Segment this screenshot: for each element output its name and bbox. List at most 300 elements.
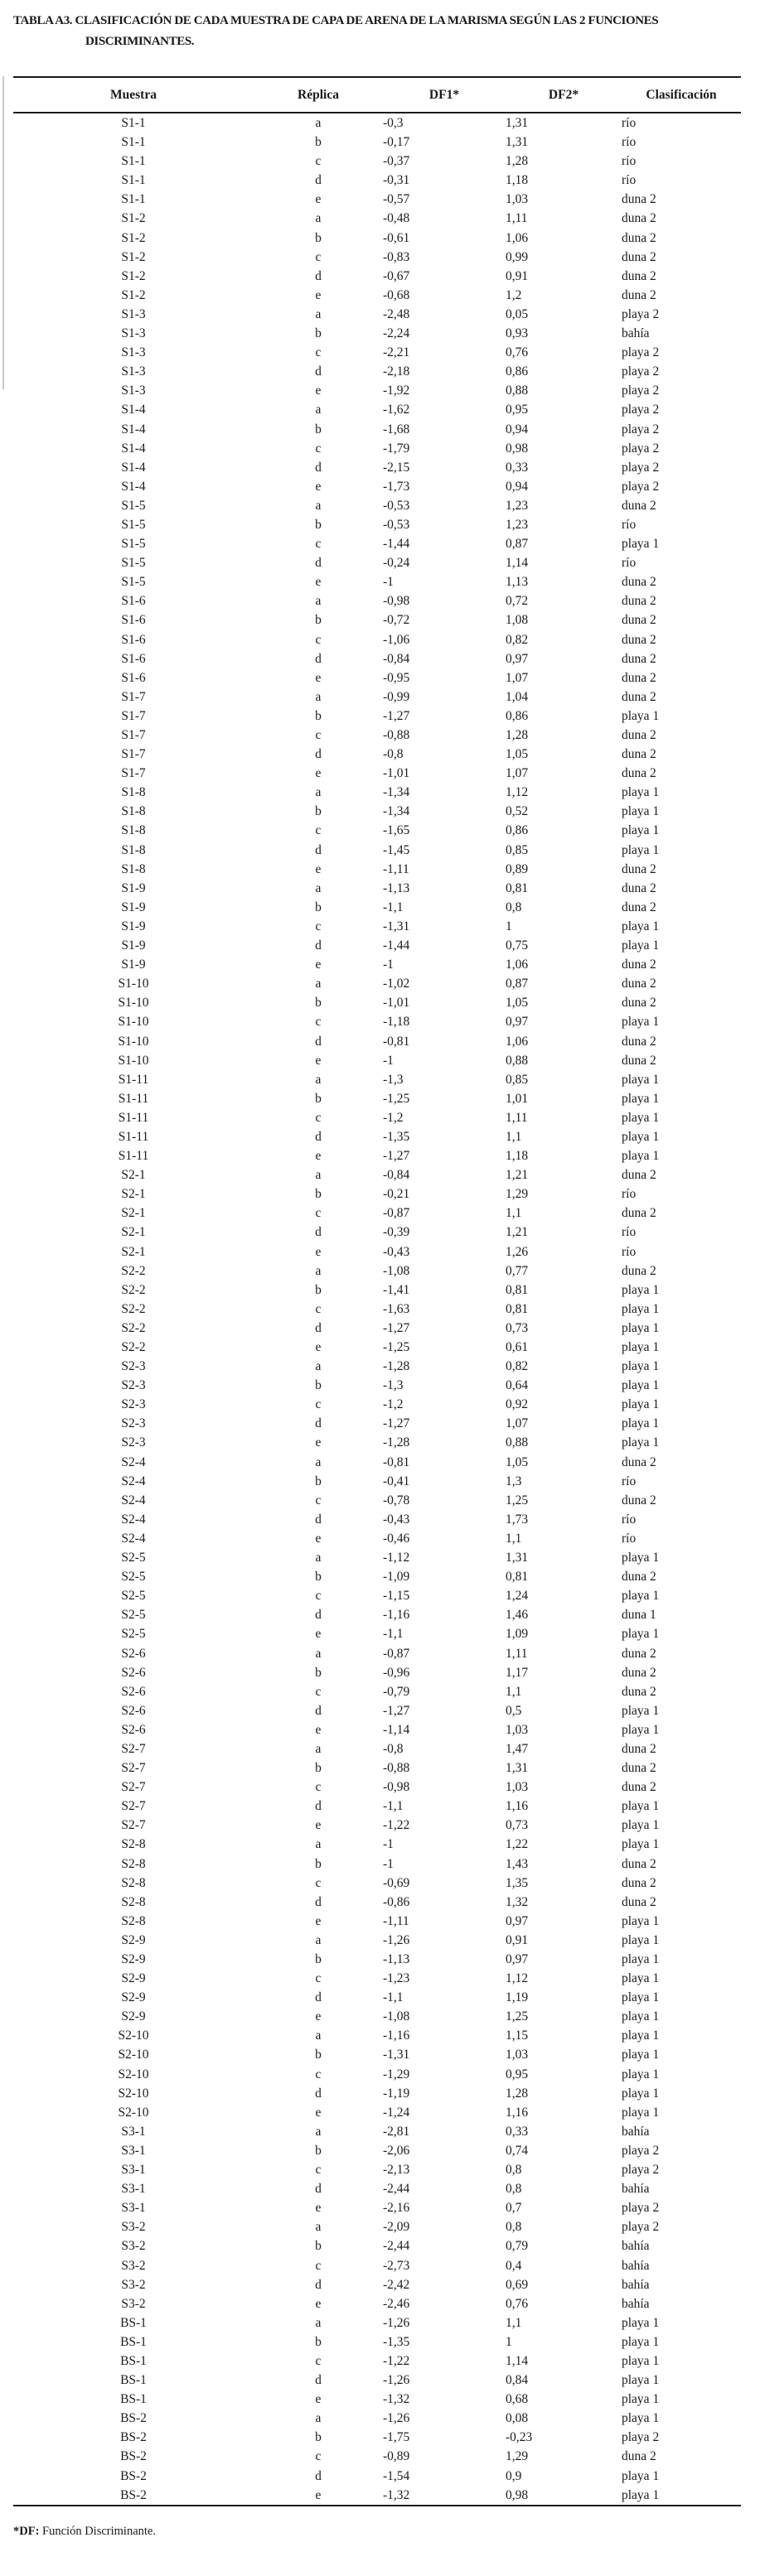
replica-cell: e (315, 384, 322, 398)
replica-cell: d (315, 1129, 322, 1144)
muestra-cell: S2-10 (118, 2048, 149, 2062)
df2-cell: 0,05 (506, 306, 529, 321)
table-row (13, 1223, 741, 1242)
muestra-cell: S1-7 (121, 766, 146, 781)
replica-cell: e (315, 1531, 322, 1546)
table-row (13, 190, 741, 209)
table-row (13, 1012, 741, 1031)
df2-cell: 1,04 (506, 689, 529, 704)
table-row (13, 534, 741, 553)
df2-cell: 1,16 (506, 2105, 529, 2120)
replica-cell: e (315, 1244, 322, 1259)
table-row (13, 2141, 741, 2160)
footnote-text: Función Discriminante. (39, 2525, 156, 2538)
muestra-cell: S2-5 (121, 1551, 146, 1565)
clasificacion-cell: duna 2 (622, 1684, 656, 1699)
clasificacion-cell: duna 2 (622, 1493, 656, 1507)
clasificacion-cell: bahía (622, 2296, 650, 2311)
df1-cell: -1,2 (383, 1397, 404, 1412)
df1-cell: -0,48 (383, 211, 410, 226)
muestra-cell: S2-5 (121, 1570, 146, 1585)
muestra-cell: S1-4 (121, 460, 146, 475)
clasificacion-cell: río (622, 556, 637, 571)
replica-cell: a (315, 1168, 322, 1183)
table-row (13, 1988, 741, 2007)
replica-cell: d (315, 1512, 322, 1527)
muestra-cell: S3-1 (121, 2201, 146, 2216)
replica-cell: a (315, 594, 322, 609)
clasificacion-cell: bahía (622, 2277, 650, 2292)
clasificacion-cell: bahía (622, 2258, 650, 2273)
df2-cell: 0,81 (506, 1282, 529, 1297)
clasificacion-cell: playa 1 (622, 1818, 660, 1833)
df1-cell: -1,68 (383, 422, 410, 437)
df2-cell: 1,19 (506, 1990, 529, 2005)
muestra-cell: S1-3 (121, 364, 146, 379)
muestra-cell: S1-10 (118, 996, 149, 1011)
clasificacion-cell: duna 2 (622, 900, 656, 914)
clasificacion-cell: playa 2 (622, 345, 660, 360)
replica-cell: c (315, 919, 322, 933)
clasificacion-cell: playa 1 (622, 1378, 660, 1393)
clasificacion-cell: duna 2 (622, 1856, 656, 1871)
clasificacion-cell: duna 2 (622, 861, 656, 876)
clasificacion-cell: playa 2 (622, 364, 660, 379)
clasificacion-cell: duna 2 (622, 766, 656, 781)
df2-cell: 1,2 (506, 287, 522, 302)
table-row (13, 1682, 741, 1701)
df2-cell: 0,87 (506, 977, 529, 991)
clasificacion-cell: duna 2 (622, 192, 656, 207)
df1-cell: -1 (383, 575, 394, 590)
df1-cell: -1,27 (383, 1703, 410, 1718)
replica-cell: b (315, 996, 322, 1011)
df2-cell: 0,89 (506, 861, 529, 876)
clasificacion-cell: playa 1 (622, 1091, 660, 1106)
clasificacion-cell: río (622, 1244, 637, 1259)
muestra-cell: S1-5 (121, 537, 146, 552)
table-row (13, 898, 741, 917)
df1-cell: -1,27 (383, 708, 410, 723)
df1-cell: -0,43 (383, 1244, 410, 1259)
table-row (13, 2198, 741, 2217)
clasificacion-cell: playa 1 (622, 708, 660, 723)
table-row (13, 2217, 741, 2236)
df2-cell: 0,85 (506, 1072, 529, 1087)
clasificacion-cell: duna 2 (622, 575, 656, 590)
clasificacion-cell: playa 1 (622, 1149, 660, 1164)
clasificacion-cell: playa 1 (622, 1799, 660, 1814)
df1-cell: -1,11 (383, 861, 409, 876)
table-row (13, 1797, 741, 1816)
replica-cell: b (315, 1091, 322, 1106)
muestra-cell: S3-2 (121, 2239, 146, 2254)
table-row (13, 267, 741, 286)
df1-cell: -1,31 (383, 919, 410, 933)
replica-cell: e (315, 2392, 322, 2407)
table-row (13, 2275, 741, 2294)
replica-cell: e (315, 2487, 322, 2502)
table-row (13, 2084, 741, 2103)
replica-cell: b (315, 900, 322, 914)
table-row (13, 2179, 741, 2198)
replica-cell: b (315, 1761, 322, 1776)
table-row (13, 400, 741, 419)
df1-cell: -1,08 (383, 1263, 410, 1278)
df2-cell: 0,33 (506, 460, 529, 475)
clasificacion-cell: playa 2 (622, 2201, 660, 2216)
replica-cell: a (315, 689, 322, 704)
table-row (13, 152, 741, 171)
clasificacion-cell: duna 2 (622, 689, 656, 704)
df1-cell: -1,25 (383, 1340, 410, 1354)
df1-cell: -1,01 (383, 996, 410, 1011)
replica-cell: c (315, 1684, 322, 1699)
replica-cell: d (315, 1990, 322, 2005)
muestra-cell: S2-1 (121, 1168, 146, 1183)
table-row (13, 1567, 741, 1586)
df2-cell: 1,11 (506, 211, 528, 226)
clasificacion-cell: duna 2 (622, 1665, 656, 1680)
header-row (13, 77, 741, 113)
table-row (13, 879, 741, 898)
table-row (13, 2007, 741, 2026)
clasificacion-cell: duna 2 (622, 977, 656, 991)
clasificacion-cell: playa 1 (622, 1952, 660, 1966)
df1-cell: -1,35 (383, 2334, 410, 2349)
df1-cell: -1,44 (383, 938, 410, 953)
clasificacion-cell: duna 2 (622, 1168, 656, 1183)
muestra-cell: S1-2 (121, 211, 146, 226)
df1-cell: -1,32 (383, 2392, 410, 2407)
df1-cell: -1,28 (383, 1435, 410, 1450)
clasificacion-cell: duna 2 (622, 1780, 656, 1795)
replica-cell: e (315, 1818, 322, 1833)
muestra-cell: S2-2 (121, 1282, 146, 1297)
clasificacion-cell: duna 2 (622, 1263, 656, 1278)
replica-cell: a (315, 1551, 322, 1565)
muestra-cell: S1-5 (121, 556, 146, 571)
replica-cell: d (315, 1416, 322, 1431)
replica-cell: b (315, 230, 322, 245)
df1-cell: -1,79 (383, 441, 410, 456)
df1-cell: -0,69 (383, 1875, 410, 1890)
df1-cell: -1,1 (383, 1990, 404, 2005)
clasificacion-cell: playa 1 (622, 1015, 660, 1030)
table-row (13, 1089, 741, 1108)
clasificacion-cell: duna 2 (622, 1206, 656, 1221)
replica-cell: a (315, 116, 322, 130)
replica-cell: b (315, 1378, 322, 1393)
replica-cell: a (315, 785, 322, 800)
df1-cell: -0,78 (383, 1493, 410, 1507)
df2-cell: 0,92 (506, 1397, 529, 1412)
clasificacion-cell: duna 2 (622, 1646, 656, 1661)
muestra-cell: S2-9 (121, 1990, 146, 2005)
df2-cell: 1,43 (506, 1856, 529, 1871)
df1-cell: -1,22 (383, 1818, 410, 1833)
replica-cell: c (315, 2258, 322, 2273)
muestra-cell: S1-6 (121, 613, 146, 628)
table-row (13, 1146, 741, 1165)
clasificacion-cell: playa 1 (622, 2392, 660, 2407)
replica-cell: c (315, 154, 322, 169)
clasificacion-cell: playa 1 (622, 1397, 660, 1412)
column-header-muestra: Muestra (13, 77, 254, 113)
df1-cell: -0,37 (383, 154, 410, 169)
replica-cell: c (315, 1397, 322, 1412)
replica-cell: b (315, 1856, 322, 1871)
replica-cell: e (315, 1340, 322, 1354)
replica-cell: e (315, 287, 322, 302)
clasificacion-cell: bahía (622, 2124, 650, 2139)
clasificacion-cell: playa 1 (622, 2028, 660, 2043)
table-row (13, 1491, 741, 1510)
df1-cell: -1,34 (383, 804, 410, 819)
table-row (13, 668, 741, 687)
df1-cell: -2,44 (383, 2239, 410, 2254)
table-row (13, 113, 741, 133)
clasificacion-cell: duna 2 (622, 498, 656, 513)
df1-cell: -0,41 (383, 1474, 410, 1488)
df1-cell: -0,98 (383, 594, 410, 609)
table-row (13, 1414, 741, 1433)
df1-cell: -1,16 (383, 2028, 410, 2043)
replica-cell: c (315, 2353, 322, 2368)
df1-cell: -1,15 (383, 1589, 410, 1604)
table-row (13, 1624, 741, 1643)
replica-cell: a (315, 2028, 322, 2043)
replica-cell: d (315, 938, 322, 953)
muestra-cell: BS-2 (120, 2487, 147, 2502)
replica-cell: b (315, 1665, 322, 1680)
df2-cell: 1,23 (506, 498, 529, 513)
muestra-cell: S3-1 (121, 2124, 146, 2139)
clasificacion-cell: playa 2 (622, 403, 660, 417)
df2-cell: 0,73 (506, 1818, 529, 1833)
muestra-cell: S1-6 (121, 651, 146, 666)
muestra-cell: S2-7 (121, 1780, 146, 1795)
muestra-cell: S2-5 (121, 1627, 146, 1642)
replica-cell: d (315, 1225, 322, 1240)
df2-cell: 1,35 (506, 1875, 529, 1890)
df2-cell: 1,08 (506, 613, 529, 628)
replica-cell: c (315, 1493, 322, 1507)
table-row (13, 477, 741, 496)
table-row (13, 841, 741, 860)
muestra-cell: S2-9 (121, 1952, 146, 1966)
muestra-cell: S2-4 (121, 1512, 146, 1527)
replica-cell: c (315, 632, 322, 647)
muestra-cell: S3-2 (121, 2277, 146, 2292)
table-row (13, 515, 741, 534)
clasificacion-cell: río (622, 1225, 637, 1240)
clasificacion-cell: playa 1 (622, 2353, 660, 2368)
df2-cell: 0,8 (506, 2220, 522, 2235)
table-row (13, 936, 741, 955)
muestra-cell: S1-7 (121, 728, 146, 742)
replica-cell: e (315, 670, 322, 685)
df1-cell: -2,09 (383, 2220, 410, 2235)
table-row (13, 2428, 741, 2447)
df1-cell: -1,27 (383, 1416, 410, 1431)
df2-cell: 1,73 (506, 1512, 529, 1527)
replica-cell: d (315, 268, 322, 283)
table-row (13, 1778, 741, 1797)
clasificacion-cell: playa 1 (622, 2487, 660, 2502)
table-row (13, 993, 741, 1012)
clasificacion-cell: duna 2 (622, 230, 656, 245)
table-row (13, 591, 741, 610)
table-row (13, 1300, 741, 1319)
df1-cell: -0,98 (383, 1780, 410, 1795)
muestra-cell: S1-3 (121, 326, 146, 341)
df1-cell: -1,11 (383, 1913, 409, 1928)
df2-cell: 1,1 (506, 1684, 522, 1699)
df2-cell: 1,1 (506, 1129, 522, 1144)
replica-cell: c (315, 1780, 322, 1795)
df2-cell: 1,05 (506, 747, 529, 762)
table-row (13, 305, 741, 324)
clasificacion-cell: playa 1 (622, 1932, 660, 1947)
df2-cell: 1,47 (506, 1741, 529, 1756)
clasificacion-cell: río (622, 135, 637, 150)
df1-cell: -2,21 (383, 345, 410, 360)
replica-cell: a (315, 2220, 322, 2235)
muestra-cell: S1-10 (118, 1034, 149, 1049)
clasificacion-cell: duna 2 (622, 1761, 656, 1776)
muestra-cell: S1-9 (121, 958, 146, 972)
df2-cell: 0,93 (506, 326, 529, 341)
replica-cell: d (315, 1703, 322, 1718)
replica-cell: d (315, 173, 322, 188)
replica-cell: e (315, 766, 322, 781)
replica-cell: a (315, 1359, 322, 1374)
footnote (13, 2525, 156, 2539)
clasificacion-cell: playa 2 (622, 479, 660, 494)
table-row (13, 1510, 741, 1529)
df2-cell: 0,61 (506, 1340, 529, 1354)
df2-cell: 1 (506, 919, 512, 933)
clasificacion-cell: playa 2 (622, 2163, 660, 2178)
muestra-cell: S1-10 (118, 1015, 149, 1030)
table-header (13, 77, 741, 113)
df1-cell: -0,46 (383, 1531, 410, 1546)
df2-cell: 0,72 (506, 594, 529, 609)
clasificacion-cell: duna 2 (622, 670, 656, 685)
replica-cell: d (315, 2086, 322, 2101)
muestra-cell: S2-8 (121, 1894, 146, 1909)
df2-cell: 1,12 (506, 1971, 529, 1986)
replica-cell: e (315, 958, 322, 972)
replica-cell: b (315, 2048, 322, 2062)
clasificacion-cell: playa 1 (622, 1722, 660, 1737)
table-row (13, 1281, 741, 1300)
df2-cell: 1,3 (506, 1474, 522, 1488)
df1-cell: -0,95 (383, 670, 410, 685)
table-row (13, 1357, 741, 1376)
muestra-cell: S2-2 (121, 1301, 146, 1316)
clasificacion-cell: playa 1 (622, 1416, 660, 1431)
df2-cell: 1,03 (506, 192, 529, 207)
table-row (13, 2447, 741, 2466)
table-row (13, 439, 741, 458)
clasificacion-cell: playa 1 (622, 1359, 660, 1374)
table-row (13, 381, 741, 400)
df1-cell: -0,84 (383, 651, 410, 666)
muestra-cell: BS-2 (120, 2449, 147, 2464)
df2-cell: 1,46 (506, 1608, 529, 1623)
df1-cell: -1,26 (383, 2373, 410, 2388)
replica-cell: c (315, 1589, 322, 1604)
df1-cell: -2,16 (383, 2201, 410, 2216)
df1-cell: -1,3 (383, 1072, 404, 1087)
muestra-cell: S2-5 (121, 1608, 146, 1623)
replica-cell: a (315, 498, 322, 513)
table-title-line2: DISCRIMINANTES. (85, 35, 195, 48)
clasificacion-cell: río (622, 1512, 637, 1527)
muestra-cell: S2-6 (121, 1665, 146, 1680)
replica-cell: d (315, 556, 322, 571)
df2-cell: 1,18 (506, 1149, 529, 1164)
table-row (13, 2160, 741, 2179)
df2-cell: 0,86 (506, 708, 529, 723)
df1-cell: -1,65 (383, 823, 410, 838)
table-row (13, 2390, 741, 2409)
clasificacion-cell: duna 2 (622, 1875, 656, 1890)
muestra-cell: S2-7 (121, 1799, 146, 1814)
replica-cell: b (315, 1187, 322, 1202)
df2-cell: 0,9 (506, 2468, 522, 2483)
muestra-cell: S3-1 (121, 2182, 146, 2197)
muestra-cell: S1-11 (118, 1072, 149, 1087)
table-row (13, 1127, 741, 1146)
df1-cell: -2,48 (383, 306, 410, 321)
replica-cell: d (315, 842, 322, 857)
table-row (13, 1912, 741, 1931)
replica-cell: c (315, 823, 322, 838)
table-row (13, 1893, 741, 1912)
muestra-cell: S2-1 (121, 1206, 146, 1221)
df1-cell: -2,06 (383, 2143, 410, 2158)
table-body (13, 113, 741, 2506)
clasificacion-cell: río (622, 173, 637, 188)
replica-cell: b (315, 135, 322, 150)
muestra-cell: S1-5 (121, 575, 146, 590)
df1-cell: -1,22 (383, 2353, 410, 2368)
df2-cell: 0,69 (506, 2277, 529, 2292)
clasificacion-cell: playa 1 (622, 1435, 660, 1450)
clasificacion-cell: playa 1 (622, 1110, 660, 1125)
replica-cell: d (315, 2182, 322, 2197)
df1-cell: -0,61 (383, 230, 410, 245)
table-row (13, 1204, 741, 1223)
muestra-cell: S2-9 (121, 1932, 146, 1947)
df1-cell: -0,68 (383, 287, 410, 302)
df2-cell: 1,28 (506, 728, 529, 742)
df1-cell: -1,16 (383, 1608, 410, 1623)
muestra-cell: S1-7 (121, 689, 146, 704)
muestra-cell: S1-11 (118, 1149, 149, 1164)
df2-cell: 1,15 (506, 2028, 529, 2043)
df1-cell: -1,12 (383, 1551, 410, 1565)
muestra-cell: S1-5 (121, 517, 146, 532)
df2-cell: 1,25 (506, 2009, 529, 2024)
table-row (13, 133, 741, 152)
df2-cell: 1,06 (506, 958, 529, 972)
table-row (13, 1395, 741, 1414)
muestra-cell: S1-9 (121, 880, 146, 895)
